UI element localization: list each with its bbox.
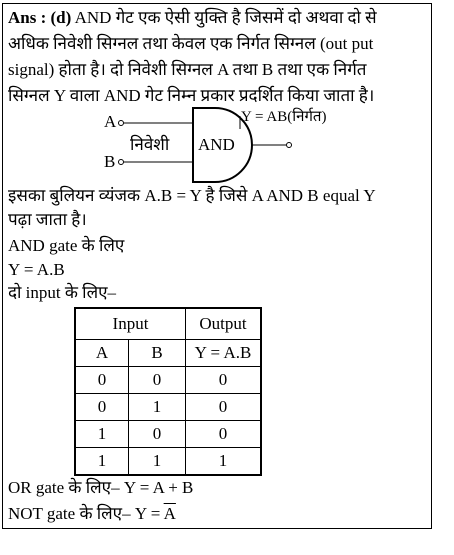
table-cell: 0 xyxy=(75,367,129,394)
table-row xyxy=(75,367,261,394)
table-cell: 0 xyxy=(75,394,129,421)
truth-table-group-header xyxy=(75,308,261,340)
gate-label: AND xyxy=(198,135,235,154)
and-gate-expression: Y = A.B xyxy=(8,260,65,279)
table-cell: 0 xyxy=(186,394,262,421)
output-terminal xyxy=(287,143,292,148)
column-header-a: A xyxy=(75,340,129,367)
truth-table-column-header xyxy=(75,340,261,367)
column-header-y: Y = A.B xyxy=(186,340,262,367)
not-gate-line: NOT gate के लिए– $Y = \overline{A}$ xyxy=(8,504,176,523)
input-a-terminal xyxy=(119,121,124,126)
table-cell: 0 xyxy=(129,367,186,394)
inputs-label: निवेशी xyxy=(130,135,170,154)
table-row xyxy=(75,421,261,448)
table-cell: 1 xyxy=(186,448,262,476)
and-gate-diagram xyxy=(0,104,454,184)
two-inputs-heading: दो input के लिए– xyxy=(8,283,117,302)
table-cell: 0 xyxy=(186,421,262,448)
output-label: Y = AB(निर्गत) xyxy=(241,109,327,125)
answer-line-3: signal) होता है। दो निवेशी सिग्नल A तथा B तथा एक निर्गत xyxy=(8,60,367,79)
truth-table xyxy=(74,307,262,476)
boolean-line-2: पढ़ा जाता है। xyxy=(8,210,87,229)
not-a-bar: $\overline{A}$ xyxy=(163,504,176,523)
or-gate-line: OR gate के लिए– Y = A + B xyxy=(8,478,194,497)
answer-line-4: सिग्नल Y वाला AND गेट निम्न प्रकार प्रदर्शित किया जाता है। xyxy=(8,86,375,105)
table-row xyxy=(75,394,261,421)
table-cell: 1 xyxy=(129,448,186,476)
group-output-header: Output xyxy=(186,308,262,340)
answer-line-1: Ans : (d) AND गेट एक ऐसी युक्ति है जिसमें दो अथवा दो से xyxy=(8,8,377,27)
answer-prefix: Ans : (d) xyxy=(8,8,72,27)
answer-line-2: अधिक निवेशी सिग्नल तथा केवल एक निर्गत सिग्नल (out put xyxy=(8,34,374,53)
table-cell: 0 xyxy=(129,421,186,448)
table-cell: 1 xyxy=(75,421,129,448)
boolean-line-1: इसका बुलियन व्यंजक A.B = Y है जिसे A AND B equal Y xyxy=(8,186,376,205)
group-input-header: Input xyxy=(75,308,186,340)
input-b-terminal xyxy=(119,160,124,165)
and-gate-heading: AND gate के लिए xyxy=(8,236,125,255)
table-cell: 0 xyxy=(186,367,262,394)
input-b-label: B xyxy=(104,152,116,171)
input-a-label: A xyxy=(104,112,117,131)
table-cell: 1 xyxy=(129,394,186,421)
table-cell: 1 xyxy=(75,448,129,476)
table-row xyxy=(75,448,261,476)
column-header-b: B xyxy=(129,340,186,367)
